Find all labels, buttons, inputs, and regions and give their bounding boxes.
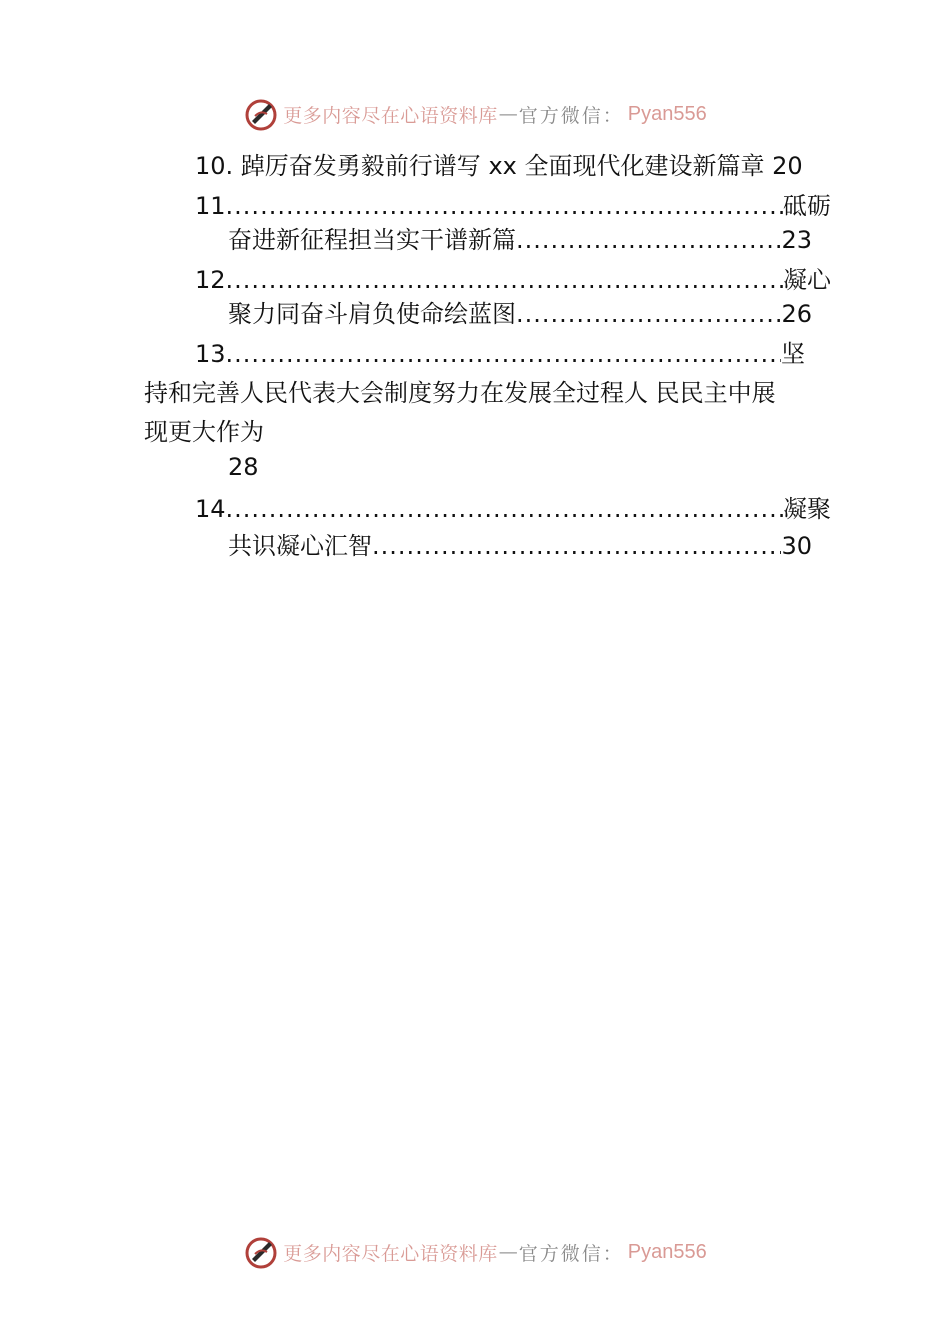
watermark-official: 官方微信： <box>518 104 624 127</box>
toc-title-end: 凝聚 <box>783 495 831 523</box>
toc-entry-11-cont <box>228 224 812 256</box>
toc-leader <box>226 264 783 296</box>
toc-entry-10 <box>195 150 803 182</box>
toc-page: 30 <box>781 532 812 560</box>
watermark-separator: — <box>498 103 518 125</box>
toc-entry-11 <box>195 190 831 222</box>
toc-title-end: 凝心 <box>783 266 831 294</box>
toc-number: 14 <box>195 495 226 523</box>
toc-title-end: 砥砺 <box>783 192 831 220</box>
toc-title: 奋进新征程担当实干谱新篇 <box>228 226 516 254</box>
toc-leader <box>372 530 781 562</box>
watermark-text: 更多内容尽在心语资料库 <box>283 104 498 127</box>
watermark-id: Pyan556 <box>627 1240 707 1263</box>
watermark-header <box>0 92 950 136</box>
toc-entry-14 <box>195 493 831 525</box>
toc-page: 28 <box>228 453 259 481</box>
toc-title: 踔厉奋发勇毅前行谱写 xx 全面现代化建设新篇章 <box>240 152 765 180</box>
toc-number: 10. <box>195 152 234 180</box>
toc-title: 共识凝心汇智 <box>228 532 372 560</box>
watermark-separator: — <box>498 1241 518 1263</box>
watermark-id: Pyan556 <box>627 102 707 125</box>
toc-number: 11 <box>195 192 226 220</box>
toc-title: 聚力同奋斗肩负使命绘蓝图 <box>228 300 516 328</box>
watermark-logo-icon <box>243 96 279 132</box>
watermark-official: 官方微信： <box>518 1242 624 1265</box>
toc-entry-12 <box>195 264 831 296</box>
watermark-footer <box>0 1230 950 1274</box>
toc-leader <box>226 338 781 370</box>
toc-page: 23 <box>781 226 812 254</box>
toc-entry-13-cont-2: 现更大作为 <box>144 418 264 446</box>
toc-leader <box>226 190 783 222</box>
toc-leader <box>516 298 781 330</box>
toc-entry-12-cont <box>228 298 812 330</box>
toc-page: 20 <box>772 152 803 180</box>
watermark-logo-icon <box>243 1234 279 1270</box>
toc-number: 13 <box>195 340 226 368</box>
toc-title-end: 坚 <box>781 340 805 368</box>
watermark-text: 更多内容尽在心语资料库 <box>283 1242 498 1265</box>
toc-entry-14-cont <box>228 530 812 562</box>
toc-page: 26 <box>781 300 812 328</box>
toc-entry-13-cont-1: 持和完善人民代表大会制度努力在发展全过程人 民民主中展 <box>144 379 776 407</box>
toc-leader <box>516 224 781 256</box>
toc-leader <box>226 493 783 525</box>
toc-entry-13 <box>195 338 805 370</box>
toc-number: 12 <box>195 266 226 294</box>
